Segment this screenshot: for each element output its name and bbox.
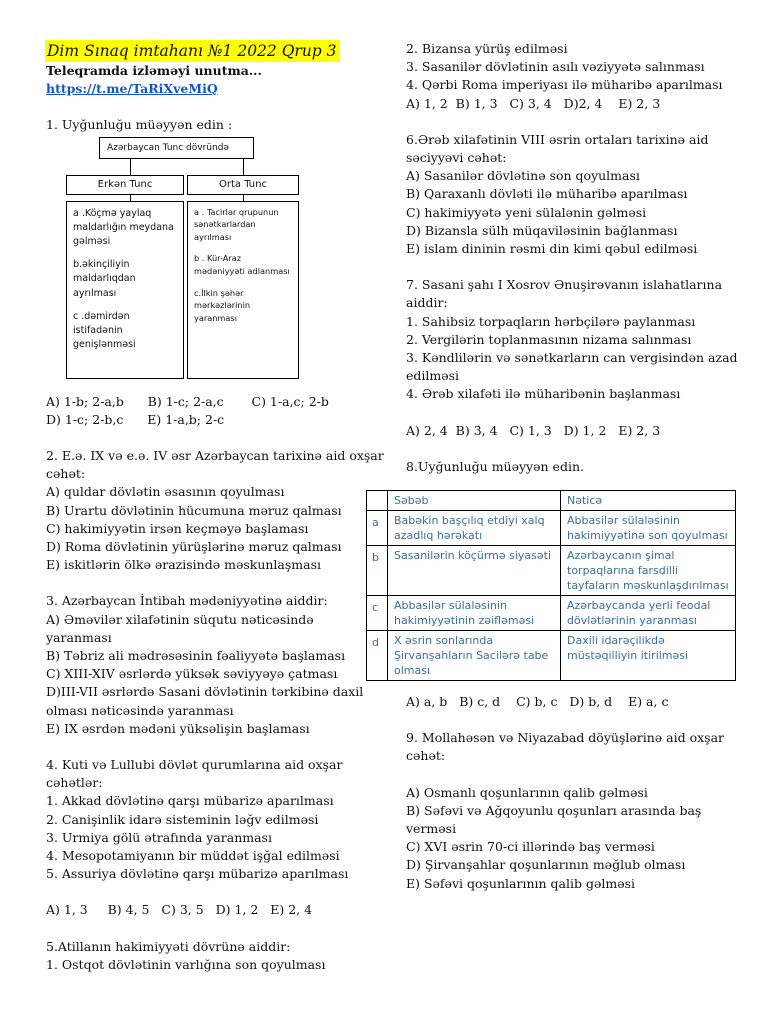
erken-item: b.əkinçiliyin maldarlıqdan ayrılması: [73, 259, 136, 299]
q8-answers: A) a, b B) c, d C) b, c D) b, d E) a, c: [406, 694, 669, 710]
q9-line: cəhət:: [406, 748, 446, 764]
q1-answers: A) 1-b; 2-a,b B) 1-c; 2-a,c C) 1-a,c; 2-b: [46, 393, 329, 409]
q3-block: [46, 592, 364, 738]
table-row: [367, 511, 736, 546]
q4-answers: A) 1, 3 B) 4, 5 C) 3, 5 D) 1, 2 E) 2, 4: [46, 902, 313, 918]
row-cause: Abbasilər sülaləsinin hakimiyyətinin zəifləməsi: [388, 596, 561, 631]
q3-option: C) XIII-XIV əsrlərdə yüksək səviyyəyə çatması: [46, 666, 338, 682]
q6-option: B) Qaraxanlı dövləti ilə müharibə aparılması: [406, 186, 688, 202]
q2-option: D) Roma dövlətinin yürüşlərinə məruz qalması: [46, 539, 342, 555]
q3-line: 3. Azərbaycan İntibah mədəniyyətinə aiddir:: [46, 593, 328, 609]
q3-option: olması nəticəsində yaranması: [46, 702, 234, 718]
tunc-diagram: [46, 135, 364, 393]
q7-line: aiddir:: [406, 295, 448, 311]
telegram-link[interactable]: https://t.me/TaRiXveMiQ: [46, 81, 218, 97]
orta-item: a . Tacirlər qrupunun sənətkarlardan ayrılması: [194, 206, 279, 242]
telegram-note: Teleqramda izləməyi unutma...: [46, 63, 262, 78]
erken-tunc-header: Erkən Tunc: [66, 175, 184, 195]
orta-item: b . Kür-Araz mədəniyyəti adlanması: [194, 253, 290, 276]
q2-option: C) hakimiyyətin irsən keçməyə başlaması: [46, 520, 309, 536]
q2-option: E) iskitlərin ölkə ərazisində məskunlaşması: [46, 557, 322, 573]
diagram-top-box: Azərbaycan Tunc dövründə: [99, 137, 254, 159]
q7-answers: A) 2, 4 B) 3, 4 C) 1, 3 D) 1, 2 E) 2, 3: [406, 422, 661, 438]
q7-option: 1. Sahibsiz torpaqların hərbçilərə paylanması: [406, 313, 696, 329]
q3-option: A) Əməvilər xilafətinin süqutu nəticəsində: [46, 611, 314, 627]
q6-line: 6.Ərəb xilafətinin VIII əsrin ortaları tarixinə aid: [406, 131, 709, 147]
q7-option: 3. Kəndlilərin və sənətkarların can vergisindən azad: [406, 350, 738, 366]
q3-option: D)III-VII əsrlərdə Sasani dövlətinin tərkibinə daxil: [46, 684, 364, 700]
q9-block: [406, 729, 746, 893]
q6-option: C) hakimiyyətə yeni sülalənin gəlməsi: [406, 204, 647, 220]
q6-block: [406, 131, 746, 258]
q6-option: D) Bizansla sülh müqaviləsinin bağlanması: [406, 222, 678, 238]
q9-option: B) Səfəvi və Ağqoyunlu qoşunları arasında baş: [406, 802, 702, 818]
q2-block: [46, 447, 384, 574]
erken-item: c .dəmirdən istifadənin genişlənməsi: [73, 310, 136, 351]
row-effect: Azərbaycanda yerli feodal dövlətlərinin yaranması: [561, 596, 736, 631]
q2-line: 2. E.ə. IX və e.ə. IV əsr Azərbaycan tarixinə aid oxşar: [46, 448, 384, 464]
q4-option: 2. Canişinlik idarə sisteminin ləğv edilməsi: [46, 811, 319, 827]
q9-option: A) Osmanlı qoşunlarının qalib gəlməsi: [406, 784, 648, 800]
q1-question: 1. Uyğunluğu müəyyən edin :: [46, 117, 233, 133]
left-column: [46, 40, 384, 974]
q2-line: cəhət:: [46, 466, 86, 482]
row-effect: Abbasilər sülaləsinin hakimiyyətinə son qoyulması: [561, 511, 736, 546]
q5-option: 3. Sasanilər dövlətinin asılı vəziyyətə salınması: [406, 59, 705, 75]
q6-option: A) Sasanilər dövlətinə son qoyulması: [406, 168, 640, 184]
row-cause: X əsrin sonlarında Şirvanşahların Sacilərə tabe olması: [388, 631, 561, 681]
q4-block: [46, 756, 364, 920]
q8-table: [366, 490, 736, 681]
q5-option: 4. Qərbi Roma imperiyası ilə müharibə aparılması: [406, 77, 723, 93]
row-cause: Sasanilərin köçürmə siyasəti: [388, 546, 561, 596]
row-letter: b: [367, 546, 388, 596]
row-effect: Daxili idarəçilikdə müstəqilliyin itirilməsi: [561, 631, 736, 681]
q4-line: 4. Kuti və Lullubi dövlət qurumlarına aid oxşar: [46, 757, 343, 773]
row-letter: d: [367, 631, 388, 681]
q3-option: yaranması: [46, 629, 112, 645]
q5-answers: A) 1, 2 B) 1, 3 C) 3, 4 D)2, 4 E) 2, 3: [406, 95, 661, 111]
row-effect: Azərbaycanın şimal torpaqlarına farsdilli tayfaların məskunlaşdırılması: [561, 546, 736, 596]
table-row: [367, 546, 736, 596]
q2-option: A) quldar dövlətin əsasının qoyulması: [46, 484, 285, 500]
q7-option: edilməsi: [406, 368, 460, 384]
q7-line: 7. Sasani şahı I Xosrov Ənuşirəvanın islahatlarına: [406, 277, 723, 293]
q5-option: 2. Bizansa yürüş edilməsi: [406, 41, 568, 56]
orta-item: c.İlkin şəhər mərkəzlərinin yaranması: [194, 287, 251, 323]
q6-line: səciyyəvi cəhət:: [406, 150, 507, 166]
q8-question: 8.Uyğunluğu müəyyən edin.: [406, 458, 584, 474]
q4-option: 3. Urmiya gölü ətrafında yaranması: [46, 829, 272, 845]
q9-option: D) Şirvanşahlar qoşunlarının məğlub olması: [406, 857, 686, 873]
q7-option: 2. Vergilərin toplanmasının nizama salınması: [406, 331, 692, 347]
row-cause: Babəkin başçılıq etdiyi xalq azadlıq hərəkatı: [388, 511, 561, 546]
q5-option: 1. Ostqot dövlətinin varlığına son qoyulması: [46, 956, 326, 972]
q4-option: 1. Akkad dövlətinə qarşı mübarizə aparılması: [46, 793, 334, 809]
row-letter: a: [367, 511, 388, 546]
table-header-cause: Səbəb: [388, 491, 561, 511]
q5-continued: [406, 40, 746, 113]
q9-option: C) XVI əsrin 70-ci illərində baş verməsi: [406, 839, 655, 855]
table-header-row: [367, 491, 736, 511]
right-column: [372, 40, 746, 893]
q7-block: [406, 276, 746, 440]
q4-option: 4. Mesopotamiyanın bir müddət işğal edilməsi: [46, 848, 340, 864]
orta-tunc-box: [187, 201, 299, 379]
q7-option: 4. Ərəb xilafəti ilə müharibənin başlanması: [406, 386, 681, 402]
table-row: [367, 631, 736, 681]
q5-line: 5.Atillanın hakimiyyəti dövrünə aiddir:: [46, 938, 291, 954]
row-letter: c: [367, 596, 388, 631]
q3-option: E) IX əsrdən mədəni yüksəlişin başlaması: [46, 720, 310, 736]
orta-tunc-header: Orta Tunc: [187, 175, 299, 195]
q2-option: B) Urartu dövlətinin hücumuna məruz qalması: [46, 502, 342, 518]
erken-tunc-box: [66, 201, 184, 379]
diagram-connector: [243, 159, 244, 175]
q9-line: 9. Mollahəsən və Niyazabad döyüşlərinə aid oxşar: [406, 730, 724, 746]
q1-answers: D) 1-c; 2-b,c E) 1-a,b; 2-c: [46, 411, 225, 427]
q6-option: E) islam dininin rəsmi din kimi qəbul edilməsi: [406, 241, 698, 257]
q5-block: [46, 938, 364, 974]
q4-line: cəhətlər:: [46, 775, 103, 791]
q4-option: 5. Assuriya dövlətinə qarşı mübarizə aparılması: [46, 866, 349, 882]
q9-option: verməsi: [406, 821, 457, 837]
table-row: [367, 596, 736, 631]
table-header-effect: Nəticə: [561, 491, 736, 511]
diagram-connector: [130, 159, 131, 175]
erken-item: a .Köçmə yaylaq maldarlığın meydana gəlməsi: [73, 207, 174, 248]
q3-option: B) Təbriz ali mədrəsəsinin fəaliyyətə başlaması: [46, 648, 346, 664]
exam-title: Dim Sınaq imtahanı №1 2022 Qrup 3: [45, 40, 340, 62]
table-cell: [367, 491, 388, 511]
q9-option: E) Səfəvi qoşunlarının qalib gəlməsi: [406, 875, 636, 891]
